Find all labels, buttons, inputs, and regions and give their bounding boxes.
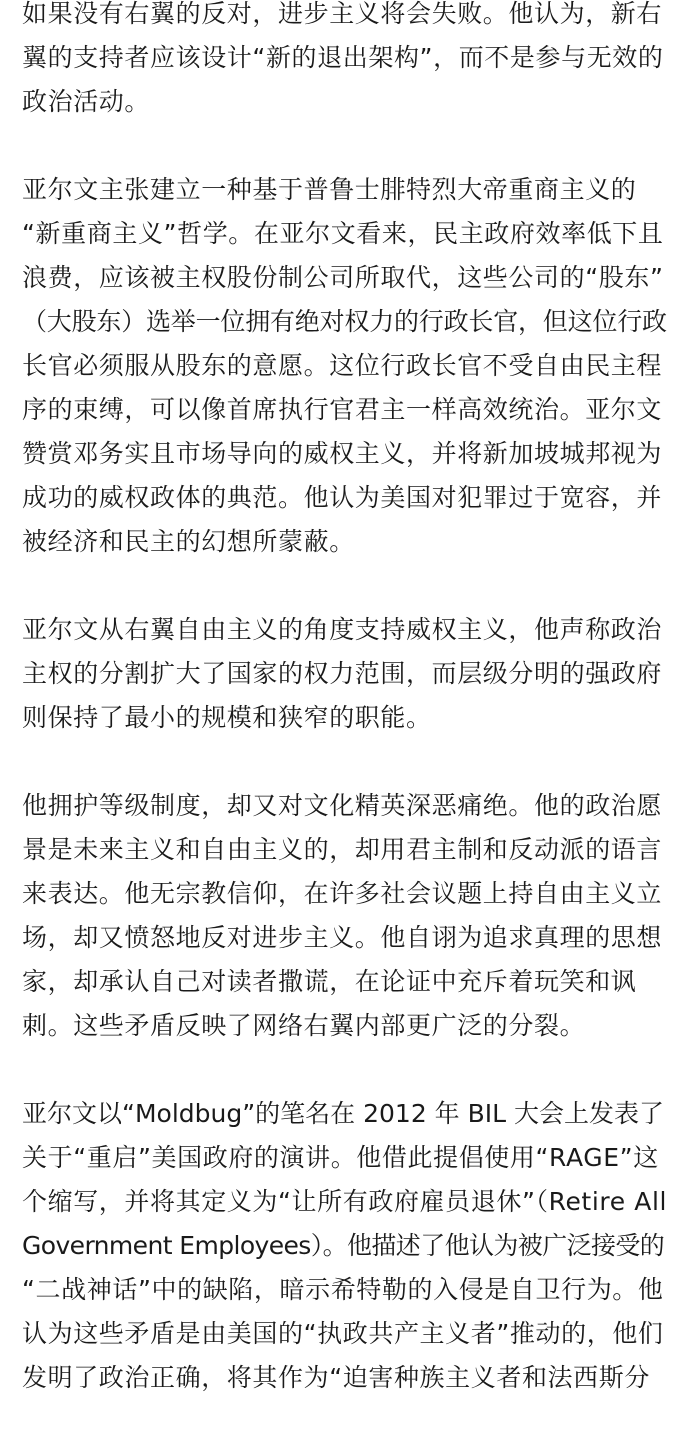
paragraph-1: [22, 0, 668, 124]
text-line: 刺。这些矛盾反映了网络右翼内部更广泛的分裂。: [22, 1011, 586, 1040]
text-line: 关于“重启”美国政府的演讲。他借此提倡使用“RAGE”这: [22, 1143, 659, 1172]
text-line: 发明了政治正确，将其作为“迫害种族主义者和法西斯分: [22, 1363, 650, 1392]
text-line: 赞赏邓务实且市场导向的威权主义，并将新加坡城邦视为: [22, 439, 663, 468]
text-line: 长官必须服从股东的意愿。这位行政长官不受自由民主程: [22, 351, 663, 380]
paragraph-2: [22, 168, 668, 564]
text-line: 亚尔文以“Moldbug”的笔名在 2012 年 BIL 大会上发表了: [22, 1099, 665, 1128]
text-line: “二战神话”中的缺陷，暗示希特勒的入侵是自卫行为。他: [22, 1275, 664, 1304]
text-line: 亚尔文从右翼自由主义的角度支持威权主义，他声称政治: [22, 615, 663, 644]
text-line: 如果没有右翼的反对，进步主义将会失败。他认为，新右: [22, 0, 663, 28]
text-line: 亚尔文主张建立一种基于普鲁士腓特烈大帝重商主义的: [22, 175, 637, 204]
text-line: 翼的支持者应该设计“新的退出架构”，而不是参与无效的: [22, 43, 664, 72]
text-line: 他拥护等级制度，却又对文化精英深恶痛绝。他的政治愿: [22, 791, 663, 820]
text-line: 则保持了最小的规模和狭窄的职能。: [22, 703, 432, 732]
paragraph-4: [22, 784, 668, 1048]
text-line: 成功的威权政体的典范。他认为美国对犯罪过于宽容，并: [22, 483, 663, 512]
text-line: 浪费，应该被主权股份制公司所取代，这些公司的“股东”: [22, 263, 664, 292]
text-line: 政治活动。: [22, 87, 151, 116]
paragraph-3: [22, 608, 668, 740]
text-line: 认为这些矛盾是由美国的“执政共产主义者”推动的，他们: [22, 1319, 664, 1348]
text-line: 景是未来主义和自由主义的，却用君主制和反动派的语言: [22, 835, 663, 864]
article-body: [22, 0, 668, 1444]
text-line: 家，却承认自己对读者撒谎，在论证中充斥着玩笑和讽: [22, 967, 637, 996]
text-line: “新重商主义”哲学。在亚尔文看来，民主政府效率低下且: [22, 219, 664, 248]
text-line: 序的束缚，可以像首席执行官君主一样高效统治。亚尔文: [22, 395, 663, 424]
text-line: 场，却又愤怒地反对进步主义。他自诩为追求真理的思想: [22, 923, 663, 952]
text-line: （大股东）选举一位拥有绝对权力的行政长官，但这位行政: [22, 307, 667, 336]
paragraph-5: [22, 1092, 668, 1400]
text-line: Government Employees）。他描述了他认为被广泛接受的: [22, 1231, 665, 1260]
text-line: 被经济和民主的幻想所蒙蔽。: [22, 527, 355, 556]
text-line: 来表达。他无宗教信仰，在许多社会议题上持自由主义立: [22, 879, 663, 908]
text-line: 主权的分割扩大了国家的权力范围，而层级分明的强政府: [22, 659, 663, 688]
text-line: 个缩写，并将其定义为“让所有政府雇员退休”（Retire All: [22, 1187, 668, 1216]
